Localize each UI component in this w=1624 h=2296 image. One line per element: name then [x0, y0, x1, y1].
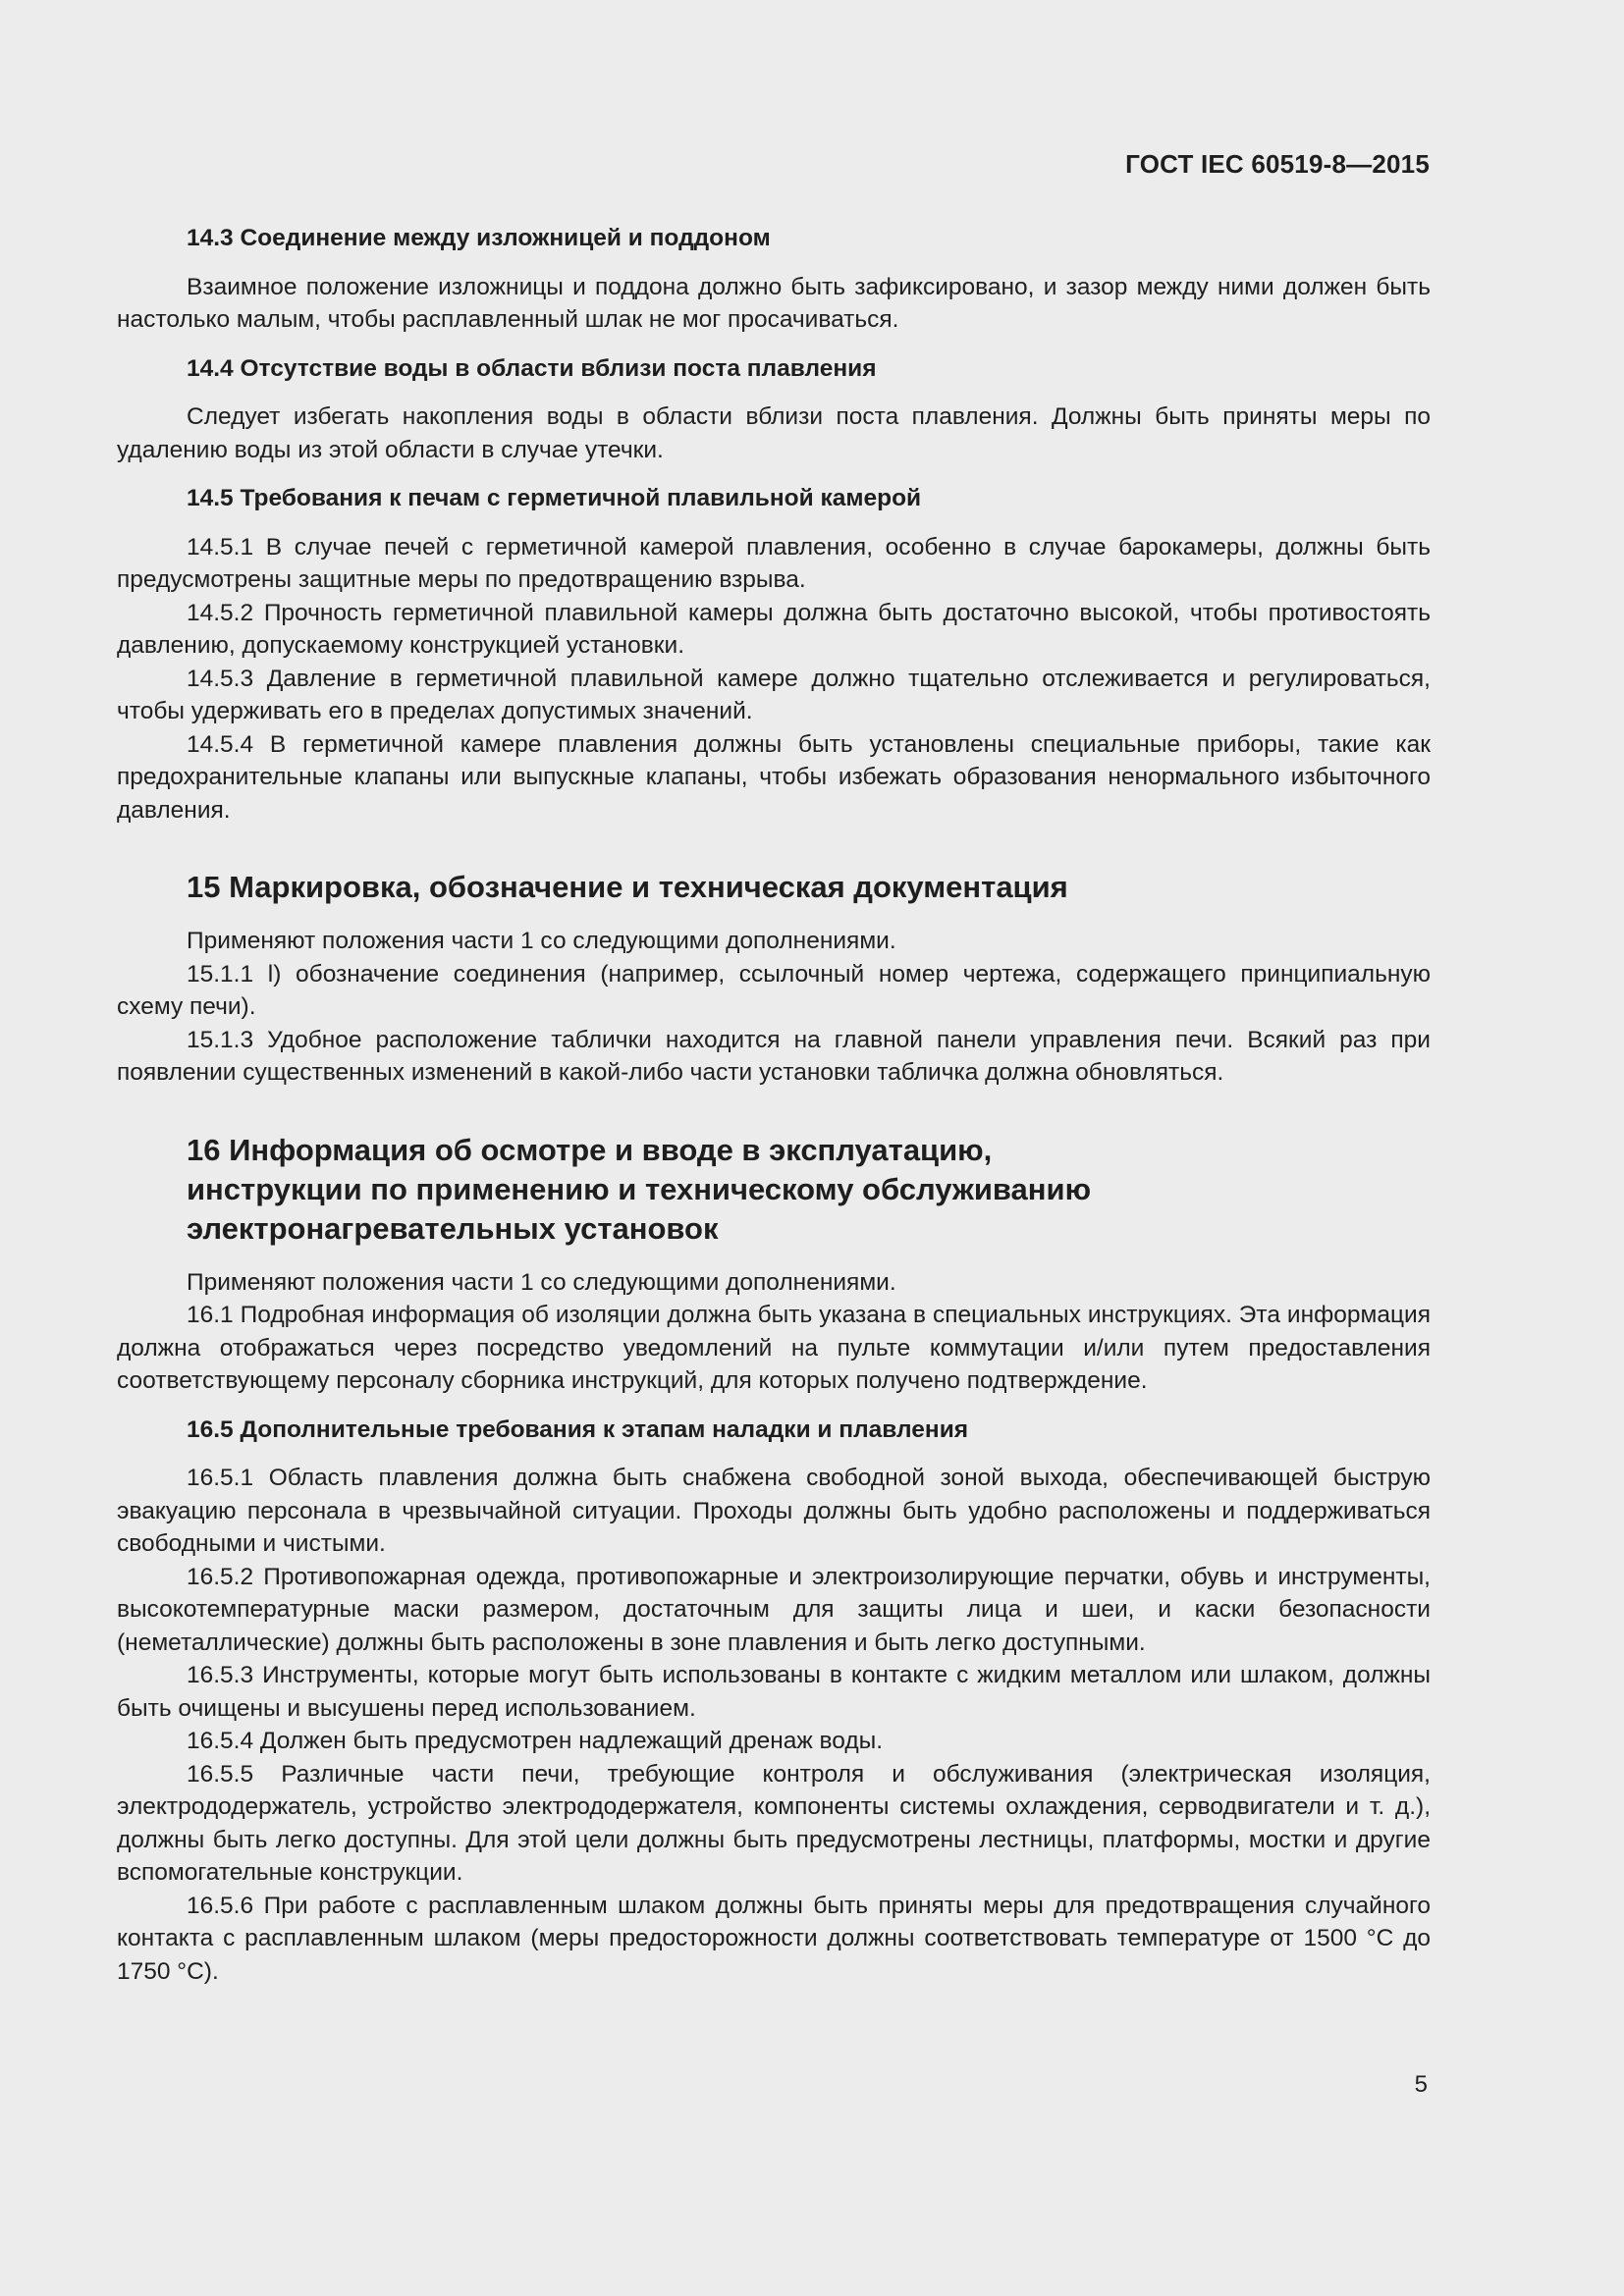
paragraph: 15.1.3 Удобное расположение таблички находится на главной панели управления печи. Всякий раз при появлении существенных изменений в какой-либо части установки табличка должна обновляться. — [117, 1026, 1431, 1086]
section-16-5-heading: 16.5 Дополнительные требования к этапам наладки и плавления — [187, 1415, 969, 1443]
paragraph: 16.5.3 Инструменты, которые могут быть использованы в контакте с жидким металлом или шлаком, должны быть очищены и высушены перед использованием. — [117, 1662, 1431, 1722]
paragraph: Применяют положения части 1 со следующими дополнениями. — [187, 928, 896, 954]
document-header: ГОСТ IEC 60519-8—2015 — [1125, 149, 1430, 179]
paragraph: 14.5.3 Давление в герметичной плавильной камере должно тщательно отслеживается и регулироваться, чтобы удерживать его в пределах допустимых значений. — [117, 665, 1431, 724]
paragraph: 14.5.4 В герметичной камере плавления должны быть установлены специальные приборы, такие как предохранительные клапаны или выпускные клапаны, чтобы избежать образования ненормального избыточного давления. — [117, 730, 1431, 824]
section-16-heading — [117, 1131, 1431, 1249]
paragraph: 16.5.4 Должен быть предусмотрен надлежащий дренаж воды. — [187, 1728, 884, 1754]
paragraph: 16.5.6 При работе с расплавленным шлаком должны быть приняты меры для предотвращения случайного контакта с расплавленным шлаком (меры предосторожности должны соответствовать температуре от 1500 °С до 1750 °С). — [117, 1892, 1431, 1985]
paragraph: 16.1 Подробная информация об изоляции должна быть указана в специальных инструкциях. Эта информация должна отображаться через посредство уведомлений на пульте коммутации и/или путем предоставления соответствующему персоналу сборника инструкций, для которых получено подтверждение. — [117, 1302, 1431, 1394]
document-body — [117, 222, 1431, 1988]
paragraph: Применяют положения части 1 со следующими дополнениями. — [187, 1268, 896, 1296]
paragraph: 14.5.2 Прочность герметичной плавильной камеры должна быть достаточно высокой, чтобы противостоять давлению, допускаемому конструкцией установки. — [117, 599, 1431, 659]
paragraph: 16.5.2 Противопожарная одежда, противопожарные и электроизолирующие перчатки, обувь и инструменты, высокотемпературные маски размером, достаточным для защиты лица и шеи, и каски безопасности (неметаллические) должны быть расположены в зоне плавления и быть легко доступными. — [117, 1563, 1431, 1656]
section-15-heading: 15 Маркировка, обозначение и техническая документация — [187, 870, 1068, 904]
paragraph: 15.1.1 l) обозначение соединения (например, ссылочный номер чертежа, содержащего принципиальную схему печи). — [117, 960, 1431, 1020]
page-number: 5 — [1414, 2071, 1428, 2098]
section-16-heading-line: инструкции по применению и техническому обслуживанию — [187, 1171, 1092, 1206]
paragraph: 16.5.1 Область плавления должна быть снабжена свободной зоной выхода, обеспечивающей быструю эвакуацию персонала в чрезвычайной ситуации. Проходы должны быть удобно расположены и поддерживаться свободными и чистыми. — [117, 1465, 1431, 1557]
section-14-4-heading: 14.4 Отсутствие воды в области вблизи поста плавления — [187, 354, 877, 382]
section-14-3-heading: 14.3 Соединение между изложницей и поддоном — [187, 225, 771, 251]
section-16-heading-line: электронагревательных установок — [187, 1210, 719, 1246]
paragraph: Следует избегать накопления воды в области вблизи поста плавления. Должны быть приняты меры по удалению воды из этой области в случае утечки. — [117, 403, 1431, 463]
paragraph: 16.5.5 Различные части печи, требующие контроля и обслуживания (электрическая изоляция, электрододержатель, устройство электрододержателя, компоненты системы охлаждения, серводвигатели и т. д.), должны быть легко доступны. Для этой цели должны быть предусмотрены лестницы, платформы, мостки и другие вспомогательные конструкции. — [117, 1760, 1431, 1886]
section-14-5-heading: 14.5 Требования к печам с герметичной плавильной камерой — [187, 485, 922, 511]
paragraph: 14.5.1 В случае печей с герметичной камерой плавления, особенно в случае барокамеры, должны быть предусмотрены защитные меры по предотвращению взрыва. — [117, 533, 1431, 593]
paragraph: Взаимное положение изложницы и поддона должно быть зафиксировано, и зазор между ними должен быть настолько малым, чтобы расплавленный шлак не мог просачиваться. — [117, 273, 1431, 333]
section-16-heading-line: 16 Информация об осмотре и вводе в эксплуатацию, — [187, 1132, 993, 1167]
